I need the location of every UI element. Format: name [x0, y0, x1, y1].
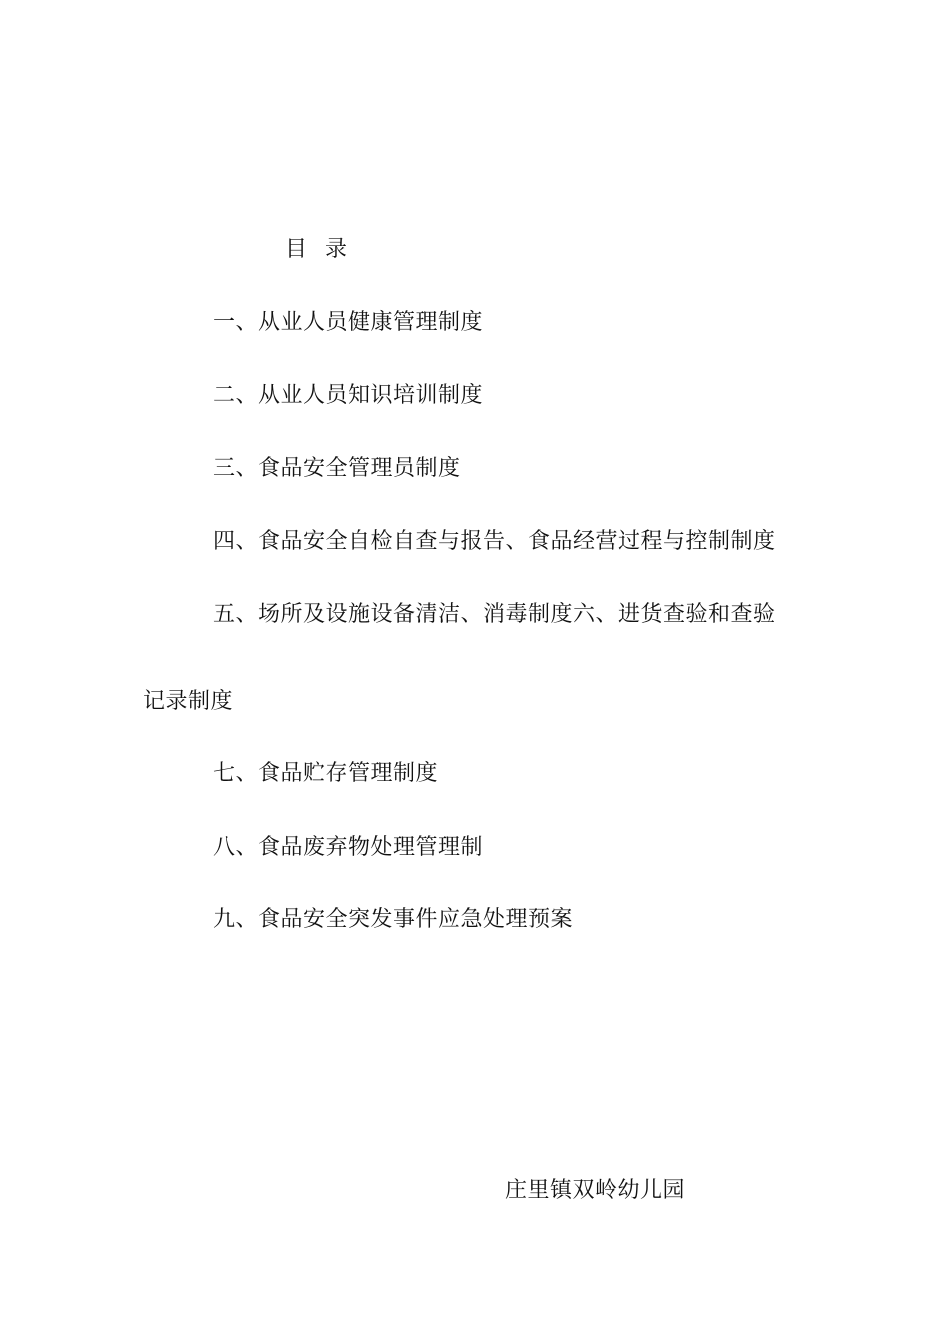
- toc-item-8: 八、食品废弃物处理管理制: [213, 835, 484, 860]
- toc-title-char-2: 录: [325, 237, 348, 262]
- toc-item-3: 三、食品安全管理员制度: [213, 456, 461, 481]
- toc-title: [285, 235, 347, 265]
- toc-item-5-continued: 记录制度: [143, 689, 234, 714]
- toc-item-7: 七、食品贮存管理制度: [213, 761, 439, 786]
- toc-item-1: 一、从业人员健康管理制度: [213, 310, 484, 335]
- toc-item-2: 二、从业人员知识培训制度: [213, 383, 484, 408]
- toc-item-9: 九、食品安全突发事件应急处理预案: [213, 907, 574, 932]
- toc-item-4: 四、食品安全自检自查与报告、食品经营过程与控制制度: [213, 529, 776, 554]
- toc-item-5: 五、场所及设施设备清洁、消毒制度六、进货查验和查验: [213, 602, 776, 627]
- organization-name: 庄里镇双岭幼儿园: [505, 1178, 686, 1203]
- toc-title-char-1: 目: [285, 237, 308, 262]
